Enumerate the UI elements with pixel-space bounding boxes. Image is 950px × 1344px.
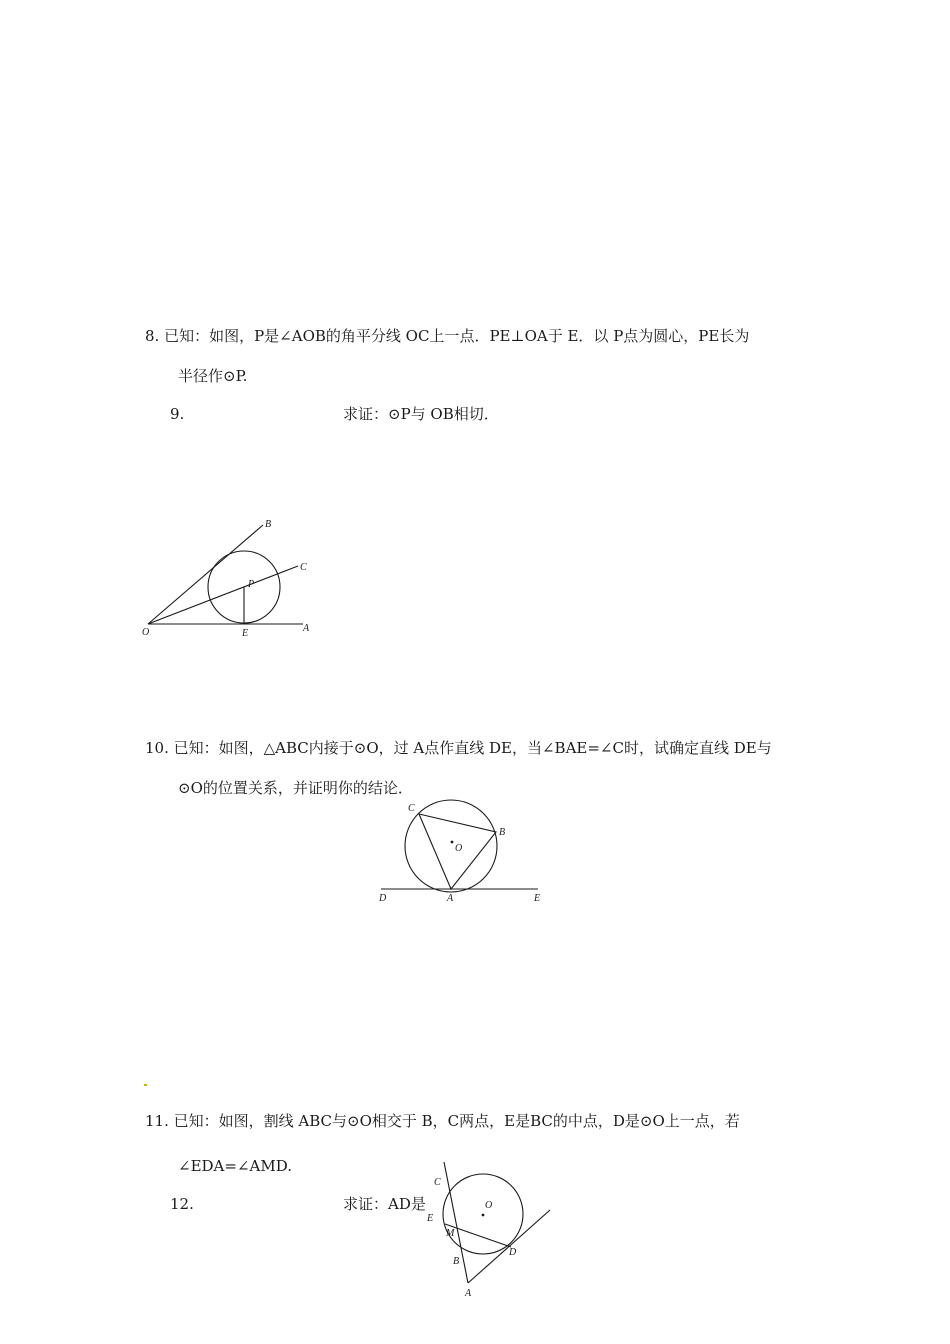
problem-9-text: 求证：⊙P与 OB相切． [343, 405, 499, 423]
problem-12-number: 12. [170, 1195, 194, 1213]
problem-12-text: 求证：AD是 [343, 1195, 426, 1213]
label-c: C [434, 1177, 441, 1188]
figure-inscribed-triangle [373, 800, 553, 905]
center-o [451, 841, 454, 844]
label-c: C [408, 803, 415, 814]
problem-10-line-2: ⊙O的位置关系，并证明你的结论． [178, 779, 413, 797]
label-o: O [485, 1200, 493, 1211]
center-o [482, 1214, 485, 1217]
label-b: B [453, 1256, 460, 1267]
chord-ed [445, 1224, 511, 1247]
problem-8-line-2: 半径作⊙P. [178, 367, 248, 385]
label-e: E [242, 628, 249, 639]
label-d: D [509, 1247, 517, 1258]
label-m: M [446, 1228, 455, 1239]
label-o: O [142, 627, 150, 638]
label-a: A [303, 623, 310, 634]
label-e: E [427, 1213, 434, 1224]
figure-angle-bisector-circle [138, 515, 328, 655]
label-b: B [265, 519, 272, 530]
problem-11-line-2: ∠EDA=∠AMD. [178, 1157, 292, 1175]
label-c: C [300, 562, 307, 573]
label-a: A [447, 893, 454, 904]
label-o: O [455, 843, 463, 854]
ray-oc [148, 566, 298, 624]
figure-secant-tangent [425, 1158, 555, 1303]
label-d: D [379, 893, 387, 904]
ray-ob [148, 525, 263, 624]
label-b: B [499, 827, 506, 838]
label-a: A [465, 1288, 472, 1299]
problem-10-line-1: 10. 已知：如图，△ABC内接于⊙O，过 A点作直线 DE，当∠BAE=∠C时，试确定直线 DE与 [145, 739, 772, 757]
problem-11-line-1: 11. 已知：如图，割线 ABC与⊙O相交于 B，C两点，E是BC的中点，D是⊙O上一点，若 [145, 1112, 740, 1130]
label-p: P [248, 579, 255, 590]
problem-9-number: 9. [170, 405, 185, 423]
label-e: E [534, 893, 541, 904]
scan-speck [144, 1084, 147, 1086]
problem-8-line-1: 8. 已知：如图，P是∠AOB的角平分线 OC上一点．PE⊥OA于 E．以 P点为圆心，PE长为 [145, 327, 750, 345]
